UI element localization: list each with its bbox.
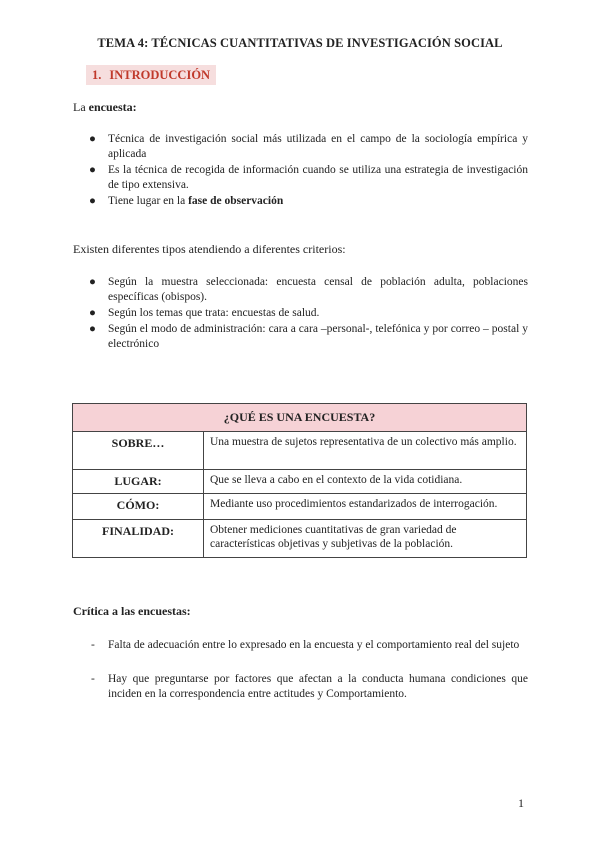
list-item xyxy=(73,163,528,193)
critica-list xyxy=(73,638,528,703)
section-label: INTRODUCCIÓN xyxy=(109,68,211,82)
table-key: CÓMO: xyxy=(73,494,204,520)
list-item-text: Según el modo de administración: cara a cara –personal-, telefónica y por correo – postal y electrónico xyxy=(108,323,528,350)
table-key: SOBRE… xyxy=(73,432,204,470)
list-item-text: Según los temas que trata: encuestas de salud. xyxy=(108,307,320,319)
dash-icon: - xyxy=(91,639,95,651)
dash-icon: - xyxy=(91,673,95,685)
document-title: TEMA 4: TÉCNICAS CUANTITATIVAS DE INVESTIGACIÓN SOCIAL xyxy=(97,36,503,50)
bullet-icon: ● xyxy=(89,164,96,176)
list-item-text: Falta de adecuación entre lo expresado en la encuesta y el comportamiento real del sujeto xyxy=(108,639,520,651)
list-item xyxy=(73,672,528,702)
table-row xyxy=(73,520,527,558)
table-header: ¿QUÉ ES UNA ENCUESTA? xyxy=(73,404,527,432)
bullet-icon: ● xyxy=(89,307,96,319)
encuesta-table xyxy=(72,403,527,558)
tipos-intro: Existen diferentes tipos atendiendo a diferentes criterios: xyxy=(73,242,346,256)
table-key: FINALIDAD: xyxy=(73,520,204,558)
critica-heading: Crítica a las encuestas: xyxy=(73,604,191,618)
list-item-text: Es la técnica de recogida de información cuando se utiliza una estrategia de investigación de tipo extensiva. xyxy=(108,164,528,191)
table-value: Que se lleva a cabo en el contexto de la vida cotidiana. xyxy=(204,470,527,494)
list-item xyxy=(73,322,528,352)
table-value: Mediante uso procedimientos estandarizados de interrogación. xyxy=(204,494,527,520)
table-key: LUGAR: xyxy=(73,470,204,494)
table-row xyxy=(73,494,527,520)
page-number: 1 xyxy=(518,796,524,810)
table-value: Obtener mediciones cuantitativas de gran variedad de características objetivas y subjetivas de la población. xyxy=(204,520,527,558)
table-row xyxy=(73,432,527,470)
list-item-bold: fase de observación xyxy=(188,195,284,207)
section-number: 1. xyxy=(92,68,102,82)
list-item xyxy=(73,306,528,321)
list-item xyxy=(73,275,528,305)
tipos-list xyxy=(73,275,528,353)
intro-prefix: La xyxy=(73,100,89,114)
intro-line xyxy=(73,100,137,115)
intro-bold: encuesta: xyxy=(88,100,137,114)
list-item xyxy=(73,132,528,162)
table-row xyxy=(73,470,527,494)
list-item xyxy=(73,194,528,209)
list-item-text: Tiene lugar en la xyxy=(108,195,189,207)
list-item-text: Hay que preguntarse por factores que afectan a la conducta humana condiciones que inciden en la correspondencia entre actitudes y Comportamiento. xyxy=(108,673,528,700)
bullet-icon: ● xyxy=(89,276,96,288)
list-item-text: Técnica de investigación social más utilizada en el campo de la sociología empírica y aplicada xyxy=(108,133,528,160)
table-header-row xyxy=(73,404,527,432)
table-value: Una muestra de sujetos representativa de un colectivo más amplio. xyxy=(204,432,527,470)
bullet-icon: ● xyxy=(89,195,96,207)
bullet-icon: ● xyxy=(89,323,96,335)
list-item-text: Según la muestra seleccionada: encuesta censal de población adulta, poblaciones específicas (obispos). xyxy=(108,276,528,303)
bullet-icon: ● xyxy=(89,133,96,145)
section-heading-introduccion xyxy=(86,65,216,85)
list-item xyxy=(73,638,528,653)
encuesta-list xyxy=(73,132,528,210)
